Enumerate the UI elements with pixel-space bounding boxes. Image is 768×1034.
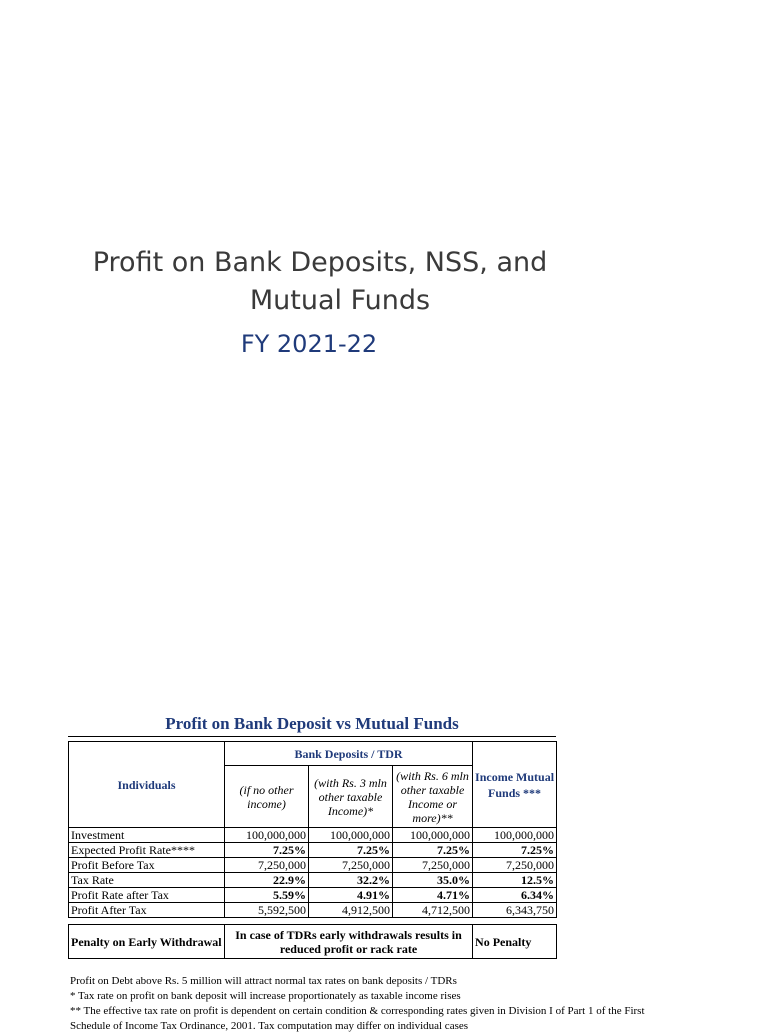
footnotes — [70, 974, 760, 1034]
row-value: 7,250,000 — [393, 858, 473, 873]
row-value: 5,592,500 — [225, 903, 309, 918]
row-label: Profit Before Tax — [69, 858, 225, 873]
row-value: 7,250,000 — [225, 858, 309, 873]
table-row — [69, 858, 557, 873]
row-label: Investment — [69, 828, 225, 843]
row-value: 4,712,500 — [393, 903, 473, 918]
header-individuals: Individuals — [69, 742, 225, 828]
page-title-line-1: Profit on Bank Deposits, NSS, and — [92, 247, 548, 278]
page-title-line-2: Mutual Funds — [249, 285, 431, 316]
penalty-mutual-text: No Penalty — [473, 925, 557, 959]
footnote-1: Profit on Debt above Rs. 5 million will attract normal tax rates on bank deposits / TDRs — [70, 975, 457, 987]
table-title: Profit on Bank Deposit vs Mutual Funds — [165, 714, 459, 733]
row-value: 100,000,000 — [225, 828, 309, 843]
footnote-3: ** The effective tax rate on profit is dependent on certain condition & corresponding rates given in Division I of Part 1 of the First — [70, 1005, 645, 1017]
table-row — [69, 843, 557, 858]
subheader-6mln-income: (with Rs. 6 mln other taxable Income or more)** — [393, 766, 473, 828]
subheader-no-other-income: (if no other income) — [225, 766, 309, 828]
row-value: 22.9% — [225, 873, 309, 888]
fiscal-year-label: FY 2021-22 — [240, 330, 378, 358]
table-row — [69, 903, 557, 918]
header-mutual-funds: Income Mutual Funds *** — [473, 742, 557, 828]
row-value: 35.0% — [393, 873, 473, 888]
row-value: 6.34% — [473, 888, 557, 903]
penalty-label: Penalty on Early Withdrawal — [69, 925, 225, 959]
row-value: 7,250,000 — [473, 858, 557, 873]
row-value: 12.5% — [473, 873, 557, 888]
row-value: 4,912,500 — [309, 903, 393, 918]
page-title — [0, 244, 640, 320]
page-subtitle — [0, 330, 768, 358]
footnote-2: * Tax rate on profit on bank deposit will increase proportionately as taxable income rises — [70, 990, 461, 1002]
row-value: 5.59% — [225, 888, 309, 903]
table-spacer — [69, 918, 557, 925]
row-value: 7.25% — [225, 843, 309, 858]
row-label: Tax Rate — [69, 873, 225, 888]
row-value: 4.91% — [309, 888, 393, 903]
penalty-bank-text: In case of TDRs early withdrawals results in reduced profit or rack rate — [225, 925, 473, 959]
row-value: 100,000,000 — [473, 828, 557, 843]
comparison-table — [68, 741, 557, 959]
row-value: 7,250,000 — [309, 858, 393, 873]
row-value: 6,343,750 — [473, 903, 557, 918]
row-label: Profit After Tax — [69, 903, 225, 918]
row-value: 32.2% — [309, 873, 393, 888]
row-value: 7.25% — [473, 843, 557, 858]
row-value: 7.25% — [393, 843, 473, 858]
row-label: Profit Rate after Tax — [69, 888, 225, 903]
table-title-rule — [68, 736, 556, 737]
row-value: 4.71% — [393, 888, 473, 903]
row-value: 100,000,000 — [309, 828, 393, 843]
row-label: Expected Profit Rate**** — [69, 843, 225, 858]
table-row — [69, 828, 557, 843]
footnote-4: Schedule of Income Tax Ordinance, 2001. Tax computation may differ on individual cases — [70, 1020, 469, 1032]
subheader-3mln-income: (with Rs. 3 mln other taxable Income)* — [309, 766, 393, 828]
row-value: 100,000,000 — [393, 828, 473, 843]
header-bank-deposits: Bank Deposits / TDR — [225, 742, 473, 766]
table-row — [69, 888, 557, 903]
row-value: 7.25% — [309, 843, 393, 858]
table-row — [69, 873, 557, 888]
